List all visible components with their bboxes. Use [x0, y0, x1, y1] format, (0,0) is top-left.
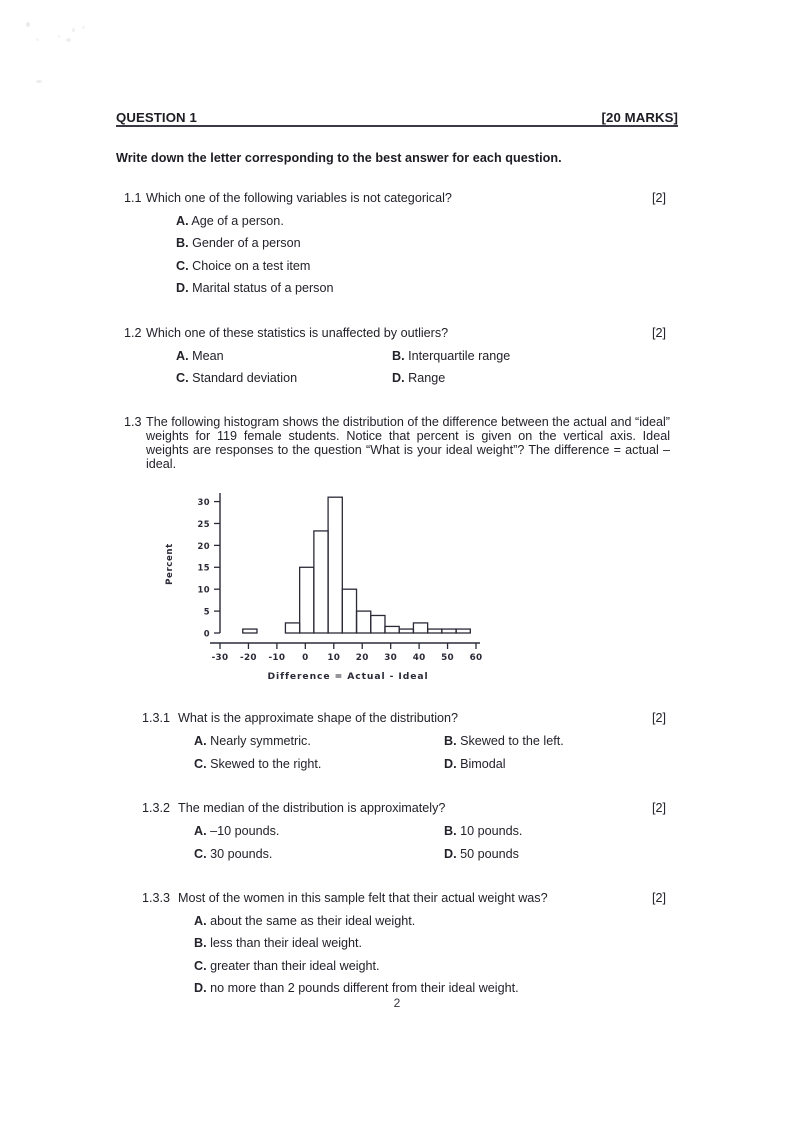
svg-text:5: 5 — [203, 606, 210, 617]
svg-text:20: 20 — [197, 541, 210, 552]
question-number: 1.3.2 — [142, 801, 171, 816]
option-text: Standard deviation — [188, 371, 298, 386]
option-letter: B. — [176, 236, 189, 251]
option-c[interactable] — [194, 955, 380, 977]
scan-artifact — [66, 38, 71, 42]
option-text: Nearly symmetric. — [206, 734, 311, 749]
option-text: greater than their ideal weight. — [206, 958, 380, 973]
option-b[interactable] — [194, 932, 362, 954]
svg-text:-20: -20 — [240, 653, 257, 664]
option-text: Choice on a test item — [188, 258, 311, 273]
question-number: 1.1 — [124, 191, 142, 205]
option-list — [116, 730, 678, 775]
option-list — [116, 820, 678, 865]
instruction-text: Write down the letter corresponding to the best answer for each question. — [116, 151, 562, 165]
option-c[interactable] — [194, 753, 444, 775]
question-1-3-1 — [116, 711, 678, 775]
svg-text:-30: -30 — [211, 653, 229, 664]
option-letter: C. — [194, 846, 207, 861]
scan-artifact — [36, 80, 42, 83]
question-text: The median of the distribution is approximately? — [178, 801, 446, 816]
svg-text:30: 30 — [197, 497, 210, 508]
svg-text:Difference = Actual - Ideal: Difference = Actual - Ideal — [267, 671, 429, 683]
question-1-3 — [116, 415, 678, 685]
option-letter: A. — [194, 824, 207, 839]
option-letter: D. — [176, 281, 189, 296]
svg-text:-10: -10 — [268, 653, 286, 664]
question-marks: [2] — [652, 711, 667, 726]
option-row — [116, 255, 678, 277]
page-content — [116, 0, 678, 1000]
option-text: 30 pounds. — [206, 846, 273, 861]
option-text: no more than 2 pounds different from their ideal weight. — [206, 981, 519, 996]
option-list — [116, 345, 678, 390]
option-text: Mean — [188, 348, 224, 363]
option-b[interactable] — [444, 730, 678, 752]
svg-text:15: 15 — [197, 563, 210, 574]
option-text: Age of a person. — [188, 214, 284, 228]
histogram-svg — [158, 485, 488, 685]
question-stem — [116, 801, 678, 815]
scan-artifact — [82, 26, 85, 29]
option-b[interactable] — [392, 345, 678, 367]
option-row — [116, 820, 678, 842]
option-b[interactable] — [176, 232, 301, 254]
scan-artifact — [26, 22, 30, 27]
svg-text:Percent: Percent — [165, 543, 175, 586]
svg-text:25: 25 — [197, 519, 210, 530]
question-text: Which one of the following variables is not categorical? — [146, 191, 452, 205]
option-text: Skewed to the left. — [456, 734, 564, 749]
option-row — [116, 753, 678, 775]
svg-text:40: 40 — [412, 653, 426, 664]
svg-text:60: 60 — [469, 653, 483, 664]
option-text: Marital status of a person — [188, 281, 334, 296]
option-letter: D. — [392, 371, 405, 386]
option-a[interactable] — [176, 345, 392, 367]
option-text: Gender of a person — [188, 236, 301, 251]
option-a[interactable] — [194, 820, 444, 842]
svg-text:0: 0 — [302, 653, 309, 664]
question-number: 1.2 — [124, 325, 142, 340]
histogram-chart — [158, 485, 488, 685]
question-number: 1.3 — [124, 415, 142, 430]
option-letter: B. — [444, 824, 457, 839]
question-text: What is the approximate shape of the distribution? — [178, 711, 459, 726]
question-1-2 — [116, 326, 678, 390]
option-list — [116, 910, 678, 1000]
header-rule — [116, 125, 678, 127]
scan-artifact — [58, 35, 60, 38]
option-a[interactable] — [176, 210, 284, 232]
question-number: 1.3.1 — [142, 711, 171, 726]
option-text: Interquartile range — [404, 348, 511, 363]
question-1-3-3 — [116, 891, 678, 1000]
option-row — [116, 210, 678, 232]
option-letter: D. — [444, 846, 457, 861]
option-row — [116, 730, 678, 752]
option-letter: C. — [194, 958, 207, 973]
option-letter: C. — [176, 371, 189, 386]
option-row — [116, 232, 678, 254]
question-1-1 — [116, 191, 678, 300]
option-text: –10 pounds. — [206, 824, 280, 839]
question-marks: [2] — [652, 891, 667, 906]
question-marks: [2] — [652, 191, 667, 205]
page-title: QUESTION 1 — [116, 110, 201, 125]
option-letter: C. — [176, 258, 189, 273]
option-d[interactable] — [176, 277, 334, 299]
page-number: 2 — [393, 996, 401, 1010]
option-letter: A. — [176, 348, 189, 363]
option-row — [116, 910, 678, 932]
option-d[interactable] — [392, 367, 678, 389]
svg-text:30: 30 — [384, 653, 398, 664]
total-marks: [20 MARKS] — [598, 110, 678, 125]
option-row — [116, 345, 678, 367]
option-a[interactable] — [194, 730, 444, 752]
option-letter: A. — [194, 914, 207, 929]
question-number: 1.3.3 — [142, 891, 171, 906]
option-letter: C. — [194, 756, 207, 771]
question-text: Which one of these statistics is unaffected by outliers? — [146, 325, 449, 340]
option-letter: B. — [444, 734, 457, 749]
option-row — [116, 277, 678, 299]
option-row — [116, 843, 678, 865]
option-row — [116, 367, 678, 389]
question-marks: [2] — [652, 325, 667, 340]
option-list — [116, 210, 678, 300]
svg-text:10: 10 — [327, 653, 341, 664]
option-text: Range — [404, 371, 446, 386]
option-text: 10 pounds. — [456, 824, 523, 839]
option-letter: D. — [444, 756, 457, 771]
svg-text:50: 50 — [441, 653, 454, 664]
question-stem — [116, 711, 678, 725]
question-stem — [116, 191, 678, 205]
question-1-3-2 — [116, 801, 678, 865]
option-text: less than their ideal weight. — [206, 936, 363, 951]
question-stem — [116, 415, 678, 471]
svg-text:0: 0 — [203, 628, 210, 639]
option-letter: B. — [194, 936, 207, 951]
svg-text:10: 10 — [197, 585, 210, 596]
question-header — [116, 0, 678, 125]
svg-text:20: 20 — [355, 653, 369, 664]
option-text: 50 pounds — [456, 846, 519, 861]
option-a[interactable] — [194, 910, 415, 932]
scan-artifact — [72, 28, 75, 32]
option-c[interactable] — [194, 843, 444, 865]
option-c[interactable] — [176, 367, 392, 389]
option-d[interactable] — [444, 843, 678, 865]
option-b[interactable] — [444, 820, 678, 842]
scan-artifact — [36, 38, 39, 41]
option-row — [116, 955, 678, 977]
question-text: The following histogram shows the distribution of the difference between the actual and “ideal” weights for 119 female students. Notice that percent is given on the vertical axis. Ideal weights are responses to the question “What is your ideal weight”? The difference = actual –ideal. — [146, 415, 670, 472]
option-letter: A. — [194, 734, 207, 749]
question-marks: [2] — [652, 801, 667, 816]
question-stem — [116, 891, 678, 905]
option-letter: A. — [176, 214, 189, 228]
question-stem — [116, 326, 678, 340]
option-letter: B. — [392, 348, 405, 363]
option-letter: D. — [194, 981, 207, 996]
question-text: Most of the women in this sample felt that their actual weight was? — [178, 891, 548, 906]
option-text: Skewed to the right. — [206, 756, 322, 771]
option-text: about the same as their ideal weight. — [206, 914, 416, 929]
option-d[interactable] — [444, 753, 678, 775]
option-c[interactable] — [176, 255, 310, 277]
option-row — [116, 932, 678, 954]
option-text: Bimodal — [456, 756, 506, 771]
